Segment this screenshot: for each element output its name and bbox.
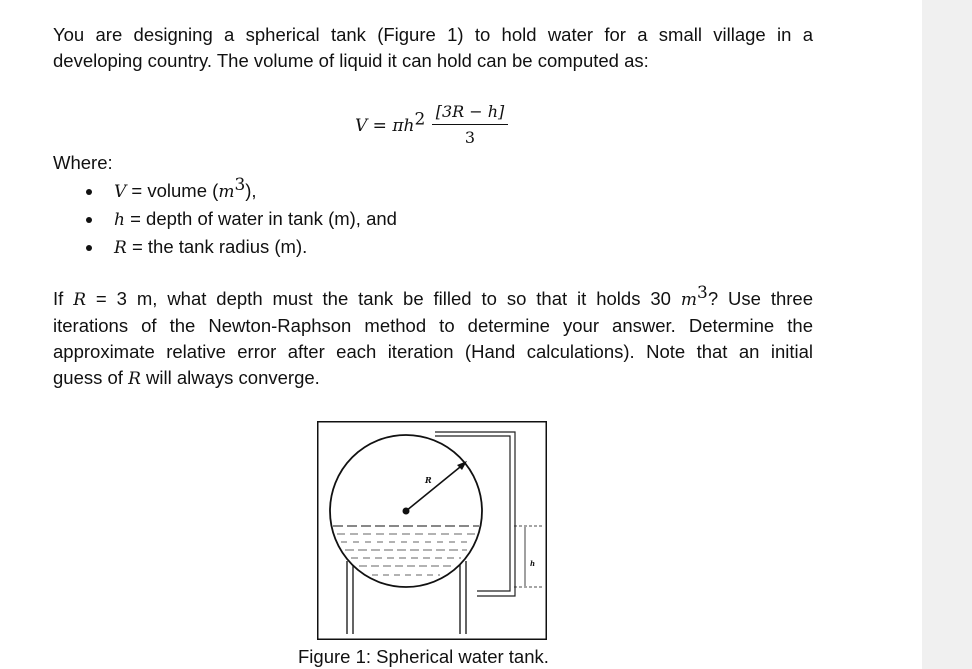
question-line-4: guess of R will always converge.: [53, 367, 320, 389]
question-line-3: approximate relative error after each iteration (Hand calculations). Note that an initial: [53, 341, 813, 362]
formula-exponent: 2: [414, 109, 426, 130]
definition-text: = the tank radius (m).: [126, 236, 308, 257]
bullet-icon: [86, 189, 92, 195]
viewer-gutter: [922, 0, 972, 669]
spherical-tank-figure: [317, 421, 547, 640]
list-item: [86, 205, 397, 233]
definition-symbol: R: [114, 238, 127, 258]
radius-label: R: [425, 475, 432, 485]
definitions-list: [86, 174, 397, 261]
question-line-1: If R = 3 m, what depth must the tank be filled to so that it holds 30 $m^3$? Use three: [53, 282, 813, 310]
question-paragraph: [53, 282, 813, 392]
formula-denominator: 3: [464, 128, 476, 147]
formula-numerator: [3R − h]: [435, 102, 505, 121]
definition-symbol: h: [114, 210, 125, 230]
formula-fraction: [432, 102, 508, 148]
intro-line-1: You are designing a spherical tank (Figure 1) to hold water for a small village in a: [53, 24, 813, 45]
formula-lhs: V = πh: [355, 116, 415, 136]
bullet-icon: [86, 217, 92, 223]
list-item: [86, 233, 397, 261]
list-item: V = volume $(m^3)$,: [86, 177, 397, 205]
figure-caption: Figure 1: Spherical water tank.: [298, 646, 549, 667]
question-line-2: iterations of the Newton-Raphson method to determine your answer. Determine the: [53, 315, 813, 336]
fraction-bar: [432, 124, 508, 125]
depth-label: h: [530, 559, 536, 568]
intro-line-2: developing country. The volume of liquid it can hold can be computed as:: [53, 50, 649, 71]
bullet-icon: [86, 245, 92, 251]
sphere-center: [403, 508, 410, 515]
where-label: Where:: [53, 152, 113, 173]
definition-text: = depth of water in tank (m), and: [124, 208, 397, 229]
intro-paragraph: [53, 22, 813, 74]
definition-symbol: V: [114, 182, 127, 202]
